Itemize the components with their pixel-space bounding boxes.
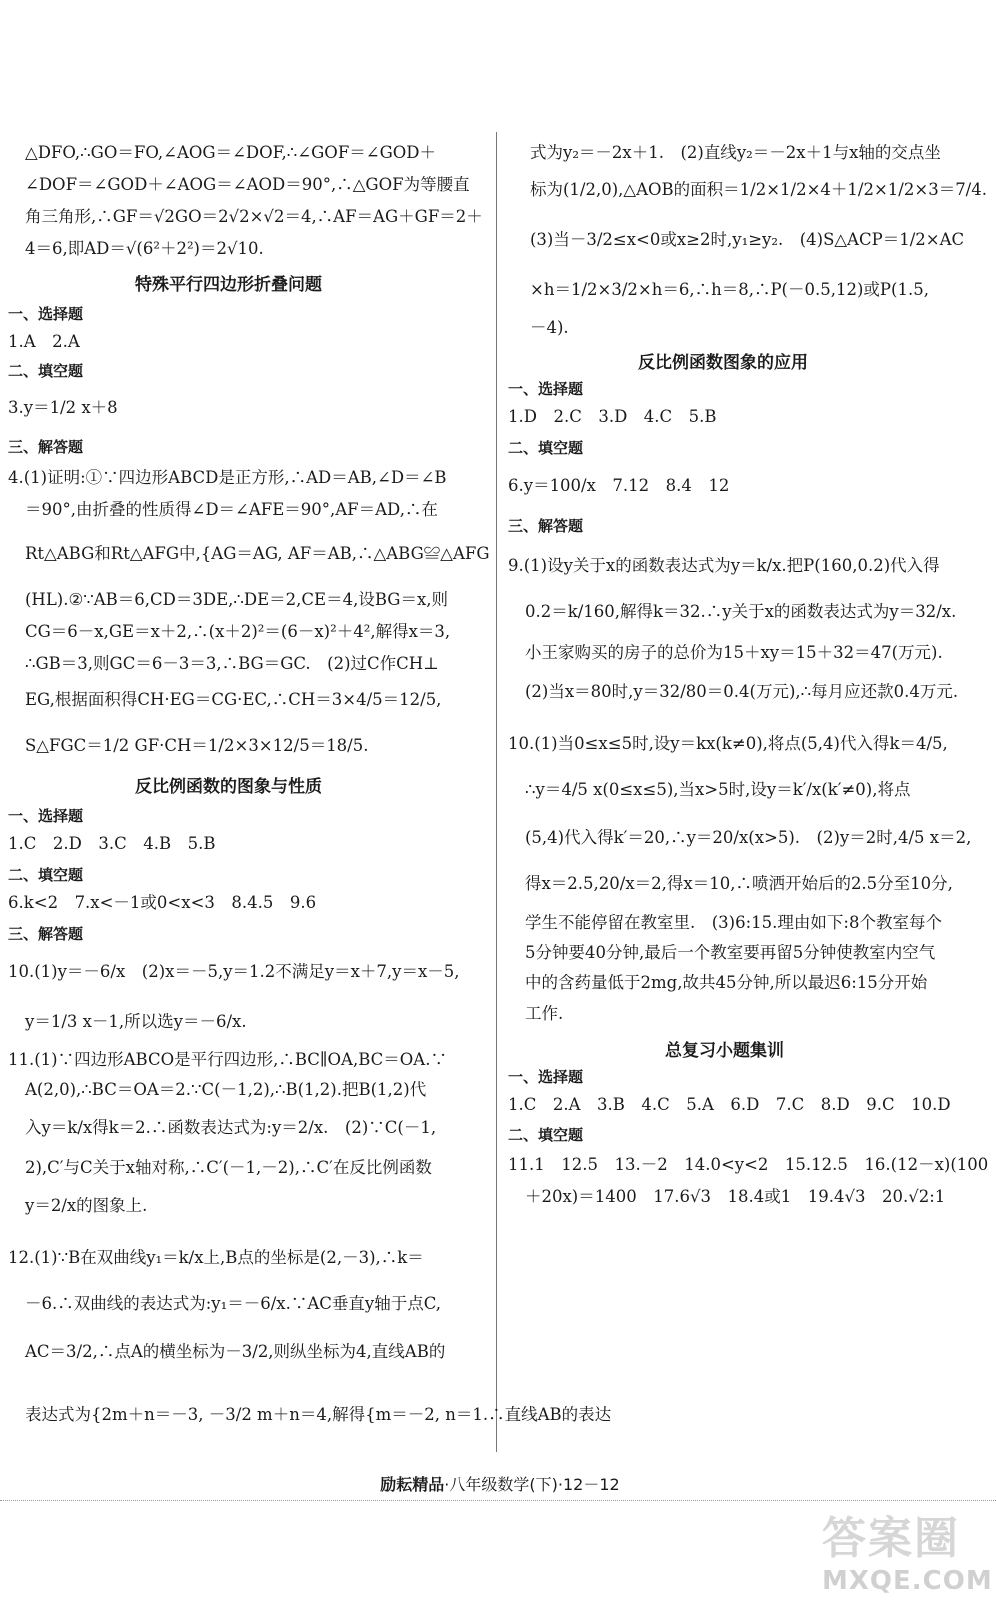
- section-heading: 三、解答题: [8, 925, 84, 943]
- section-title: 总复习小题集训: [665, 1041, 784, 1061]
- text-line: 10.(1)当0≤x≤5时,设y＝kx(k≠0),将点(5,4)代入得k＝4/5,: [508, 734, 948, 753]
- text-line: A(2,0),∴BC＝OA＝2.∵C(－1,2),∴B(1,2).把B(1,2)代: [25, 1080, 427, 1099]
- text-line: 学生不能停留在教室里. (3)6:15.理由如下:8个教室每个: [525, 913, 942, 932]
- text-line: AC＝3/2,∴点A的横坐标为－3/2,则纵坐标为4,直线AB的: [25, 1342, 446, 1361]
- text-line: y＝2/x的图象上.: [25, 1196, 148, 1215]
- answer-line: 1.C 2.D 3.C 4.B 5.B: [8, 834, 216, 853]
- footer-book: ·八年级数学(下)·: [444, 1475, 563, 1494]
- section-title: 反比例函数的图象与性质: [135, 777, 322, 797]
- text-line: (2)当x＝80时,y＝32/80＝0.4(万元),∴每月应还款0.4万元.: [525, 682, 959, 701]
- text-line: 入y＝k/x得k＝2.∴函数表达式为:y＝2/x. (2)∵C(－1,: [25, 1118, 437, 1137]
- watermark-logo: 答案圈: [822, 1513, 960, 1564]
- text-line: Rt△ABG和Rt△AFG中,{AG＝AG, AF＝AB,∴△ABG≌△AFG: [25, 544, 490, 563]
- watermark: [822, 1502, 993, 1596]
- text-line: 式为y₂＝－2x＋1. (2)直线y₂＝－2x＋1与x轴的交点坐: [530, 143, 941, 162]
- text-line: 10.(1)y＝－6/x (2)x＝－5,y＝1.2不满足y＝x＋7,y＝x－5,: [8, 962, 460, 981]
- text-line: －6.∴双曲线的表达式为:y₁＝－6/x.∵AC垂直y轴于点C,: [25, 1294, 441, 1313]
- text-line: 4＝6,即AD＝√(6²＋2²)＝2√10.: [25, 239, 264, 258]
- watermark-url: MXQE.COM: [822, 1566, 993, 1596]
- section-title: 特殊平行四边形折叠问题: [135, 275, 322, 295]
- section-heading: 一、选择题: [508, 380, 584, 398]
- section-heading: 二、填空题: [508, 439, 584, 457]
- section-heading: 三、解答题: [508, 517, 584, 535]
- text-line: ∴y＝4/5 x(0≤x≤5),当x>5时,设y＝k′/x(k′≠0),将点: [525, 780, 911, 799]
- text-line: 小王家购买的房子的总价为15＋xy＝15＋32＝47(万元).: [525, 643, 943, 662]
- section-heading: 三、解答题: [8, 438, 84, 456]
- text-line: (HL).②∵AB＝6,CD＝3DE,∴DE＝2,CE＝4,设BG＝x,则: [25, 590, 448, 609]
- text-line: 工作.: [525, 1004, 564, 1023]
- answer-line: 1.A 2.A: [8, 332, 80, 351]
- answer-line: 3.y＝1/2 x＋8: [8, 398, 118, 417]
- text-line: △DFO,∴GO＝FO,∠AOG＝∠DOF,∴∠GOF＝∠GOD＋: [25, 143, 437, 162]
- answer-line: 1.D 2.C 3.D 4.C 5.B: [508, 407, 717, 426]
- text-line: EG,根据面积得CH·EG＝CG·EC,∴CH＝3×4/5＝12/5,: [25, 690, 442, 709]
- footer-dotted-line: [0, 1500, 996, 1501]
- section-heading: 一、选择题: [8, 807, 84, 825]
- text-line: 得x＝2.5,20/x＝2,得x＝10,∴喷洒开始后的2.5分至10分,: [525, 874, 953, 893]
- text-line: y＝1/3 x－1,所以选y＝－6/x.: [25, 1012, 247, 1031]
- section-heading: 二、填空题: [8, 866, 84, 884]
- answer-line: 6.y＝100/x 7.12 8.4 12: [508, 476, 730, 495]
- column-divider: [496, 132, 497, 1452]
- section-title: 反比例函数图象的应用: [638, 353, 808, 373]
- text-line: ∠DOF＝∠GOD＋∠AOG＝∠AOD＝90°,∴△GOF为等腰直: [25, 175, 470, 194]
- text-line: (5,4)代入得k′＝20,∴y＝20/x(x>5). (2)y＝2时,4/5 x＝2,: [525, 828, 972, 847]
- answer-line: ＋20x)＝1400 17.6√3 18.4或1 19.4√3 20.√2:1: [525, 1187, 946, 1206]
- text-line: 12.(1)∵B在双曲线y₁＝k/x上,B点的坐标是(2,－3),∴k＝: [8, 1248, 424, 1267]
- text-line: 角三角形,∴GF＝√2GO＝2√2×√2＝4,∴AF＝AG＋GF＝2＋: [25, 207, 483, 226]
- page-footer: [300, 1472, 700, 1495]
- text-line: －4).: [530, 318, 569, 337]
- text-line: 中的含药量低于2mg,故共45分钟,所以最迟6:15分开始: [525, 973, 928, 992]
- text-line: 11.(1)∵四边形ABCO是平行四边形,∴BC∥OA,BC＝OA.∵: [8, 1050, 447, 1069]
- text-line: 5分钟要40分钟,最后一个教室要再留5分钟使教室内空气: [525, 943, 936, 962]
- text-line: 标为(1/2,0),△AOB的面积＝1/2×1/2×4＋1/2×1/2×3＝7/4.: [530, 180, 987, 199]
- text-line: CG＝6－x,GE＝x＋2,∴(x＋2)²＝(6－x)²＋4²,解得x＝3,: [25, 622, 451, 641]
- section-heading: 二、填空题: [508, 1126, 584, 1144]
- text-line: 9.(1)设y关于x的函数表达式为y＝k/x.把P(160,0.2)代入得: [508, 556, 940, 575]
- text-line: S△FGC＝1/2 GF·CH＝1/2×3×12/5＝18/5.: [25, 736, 369, 755]
- text-line: ＝90°,由折叠的性质得∠D＝∠AFE＝90°,AF＝AD,∴在: [25, 500, 438, 519]
- footer-brand: 励耘精品: [380, 1475, 445, 1494]
- text-line: 4.(1)证明:①∵四边形ABCD是正方形,∴AD＝AB,∠D＝∠B: [8, 468, 447, 487]
- section-heading: 二、填空题: [8, 362, 84, 380]
- answer-line: 1.C 2.A 3.B 4.C 5.A 6.D 7.C 8.D 9.C 10.D: [508, 1095, 951, 1114]
- text-line: 0.2＝k/160,解得k＝32.∴y关于x的函数表达式为y＝32/x.: [525, 602, 957, 621]
- text-line: (3)当－3/2≤x<0或x≥2时,y₁≥y₂. (4)S△ACP＝1/2×AC: [530, 230, 965, 249]
- text-line: 表达式为{2m＋n＝－3, －3/2 m＋n＝4,解得{m＝－2, n＝1.∴直线AB的表达: [25, 1405, 612, 1424]
- text-line: ∴GB＝3,则GC＝6－3＝3,∴BG＝GC. (2)过C作CH⊥: [25, 654, 439, 673]
- section-heading: 一、选择题: [508, 1068, 584, 1086]
- page-number: 12－12: [562, 1475, 620, 1494]
- answer-line: 6.k<2 7.x<－1或0<x<3 8.4.5 9.6: [8, 893, 317, 912]
- text-line: 2),C′与C关于x轴对称,∴C′(－1,－2),∴C′在反比例函数: [25, 1158, 432, 1177]
- text-line: ×h＝1/2×3/2×h＝6,∴h＝8,∴P(－0.5,12)或P(1.5,: [530, 280, 929, 299]
- section-heading: 一、选择题: [8, 305, 84, 323]
- answer-line: 11.1 12.5 13.－2 14.0<y<2 15.12.5 16.(12－x)(100: [508, 1155, 989, 1174]
